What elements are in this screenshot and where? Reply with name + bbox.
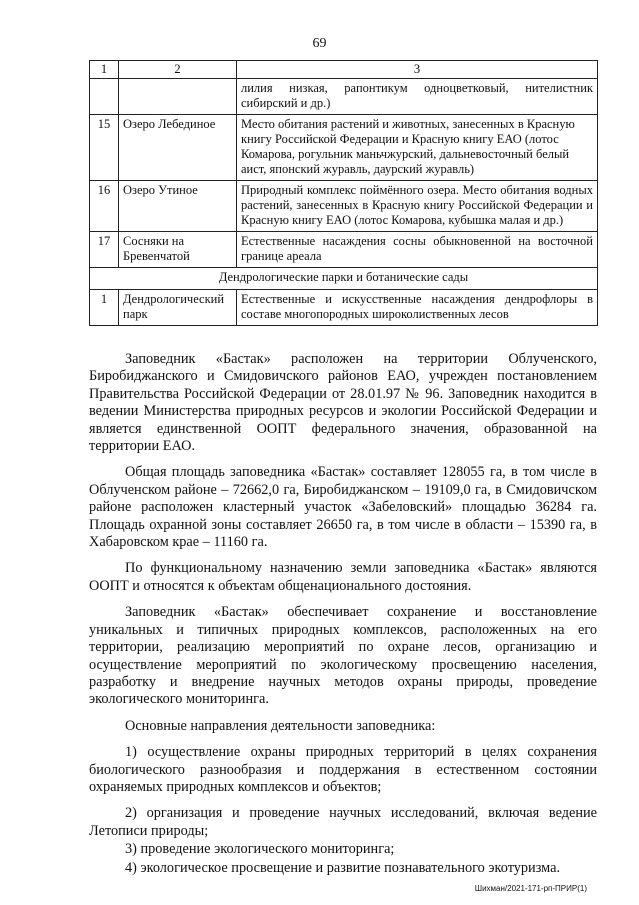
list-item: 2) организация и проведение научных исследований, включая ведение Летописи природы;	[89, 805, 597, 839]
protected-areas-table	[89, 60, 598, 326]
row-number-cell: 1	[90, 290, 119, 326]
paragraph: По функциональному назначению земли заповедника «Бастак» являются ООПТ и относятся к объектам общенационального достояния.	[89, 560, 597, 594]
table-row	[90, 115, 598, 181]
row-number-cell: 17	[90, 232, 119, 268]
table-header-cell: 2	[119, 61, 237, 79]
body-text	[89, 351, 597, 877]
table-row	[90, 181, 598, 232]
table-row	[90, 79, 598, 115]
table-section-row	[90, 268, 598, 290]
row-name-cell	[119, 79, 237, 115]
section-title: Дендрологические парки и ботанические сады	[90, 268, 598, 290]
row-number-cell	[90, 79, 119, 115]
row-description-cell: лилия низкая, рапонтикум одноцветковый, нителистник сибирский и др.)	[237, 79, 598, 115]
table-header-cell: 3	[237, 61, 598, 79]
row-description-cell: Природный комплекс поймённого озера. Место обитания водных растений, занесенных в Красную книгу Российской Федерации и Красную книгу ЕАО (лотос Комарова, кубышка малая и др.)	[237, 181, 598, 232]
paragraph: Заповедник «Бастак» обеспечивает сохранение и восстановление уникальных и типичных природных комплексов, расположенных на его территории, реализацию мероприятий по охране лесов, организацию и осуществление мероприятий по экологическому просвещению населения, разработку и внедрение научных методов охраны природы, проведение экологического мониторинга.	[89, 604, 597, 708]
row-number-cell: 16	[90, 181, 119, 232]
row-name-cell: Озеро Утиное	[119, 181, 237, 232]
table-row	[90, 232, 598, 268]
list-item: 4) экологическое просвещение и развитие познавательного экотуризма.	[125, 859, 561, 876]
row-description-cell: Естественные насаждения сосны обыкновенной на восточной границе ареала	[237, 232, 598, 268]
row-description-cell: Место обитания растений и животных, занесенных в Красную книгу Российской Федерации и Красную книгу ЕАО (лотос Комарова, рогульник маньчжурский, дальневосточный белый аист, японский журавль, даурский журавль)	[237, 115, 598, 181]
table-header-row	[90, 61, 598, 79]
table-header-cell: 1	[90, 61, 119, 79]
list-item: 1) осуществление охраны природных территорий в целях сохранения биологического разнообразия и поддержания в естественном состоянии охраняемых природных комплексов и объектов;	[89, 744, 597, 795]
page-number: 69	[312, 36, 327, 51]
table-row	[90, 290, 598, 326]
row-description-cell: Естественные и искусственные насаждения дендрофлоры в составе многопородных широколиственных лесов	[237, 290, 598, 326]
row-number-cell: 15	[90, 115, 119, 181]
row-name-cell: Сосняки на Бревенчатой	[119, 232, 237, 268]
row-name-cell: Озеро Лебединое	[119, 115, 237, 181]
paragraph: Общая площадь заповедника «Бастак» составляет 128055 га, в том числе в Облученском районе – 72662,0 га, Биробиджанском – 19109,0 га, в Смидовичском районе расположен кластерный участок «Забеловский» площадью 36284 га. Площадь охранной зоны составляет 26650 га, в том числе в области – 15390 га, в Хабаровском крае – 11160 га.	[89, 464, 597, 551]
row-name-cell: Дендрологический парк	[119, 290, 237, 326]
list-item: 3) проведение экологического мониторинга;	[125, 841, 395, 858]
paragraph: Заповедник «Бастак» расположен на территории Облученского, Биробиджанского и Смидовичского районов ЕАО, учрежден постановлением Правительства Российской Федерации от 28.01.97 № 96. Заповедник находится в ведении Министерства природных ресурсов и экологии Российской Федерации и является единственной ООПТ федерального значения, образованной на территории ЕАО.	[89, 351, 597, 455]
footer-document-code: Шихман/2021-171-рп-ПРИР(1)	[474, 884, 587, 893]
paragraph: Основные направления деятельности заповедника:	[125, 717, 436, 734]
